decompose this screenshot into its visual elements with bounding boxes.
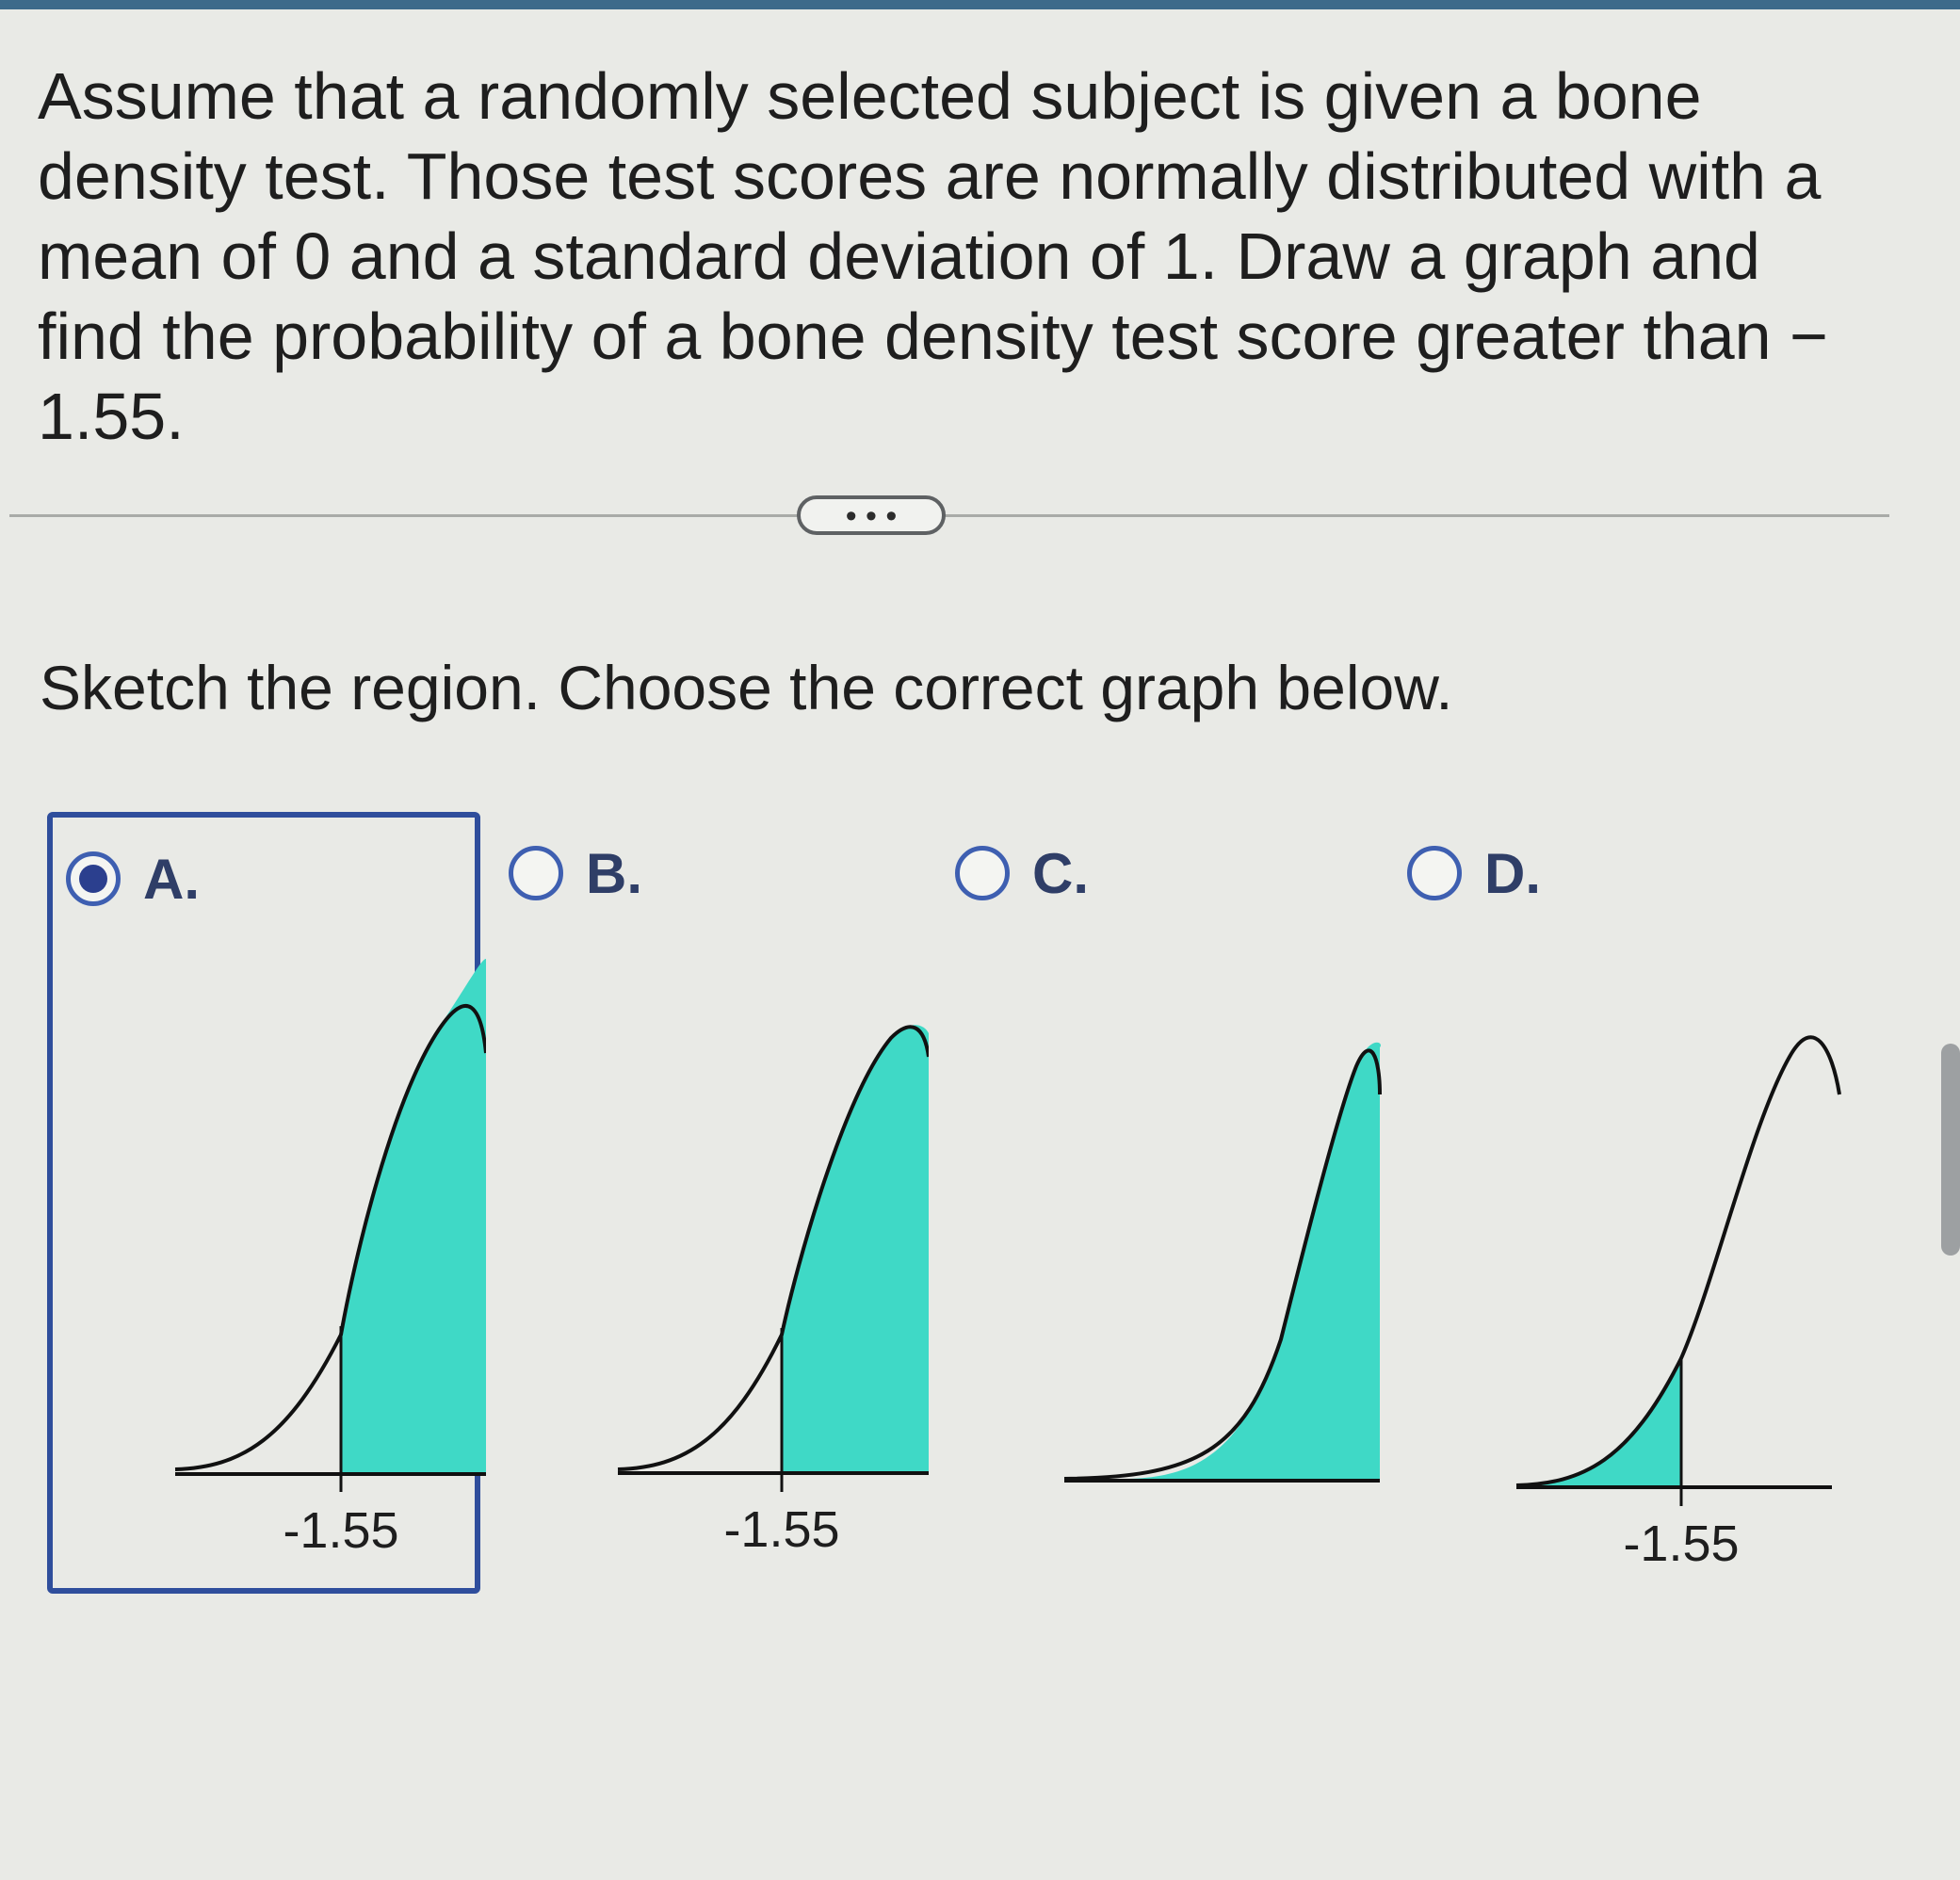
divider [9,514,1889,517]
graph-a [53,818,486,1599]
question-text: Assume that a randomly selected subject is given a bone density test. Those test scores are normally distributed with a mean of 0 and a standard deviation of 1. Draw a graph and find the probability of a bone density test score greater than − 1.55. [38,59,1828,453]
graph-d [1394,812,1846,1594]
graph-b [495,812,929,1594]
option-c-letter: C. [1032,841,1089,905]
option-a[interactable] [47,812,480,1594]
graph-d-shaded-region [1516,1358,1681,1487]
graph-c [942,812,1385,1594]
graph-d-tick-label: -1.55 [1623,1515,1740,1572]
option-b[interactable] [495,812,929,1594]
option-b-letter: B. [586,841,642,905]
instruction-text: Sketch the region. Choose the correct graph below. [40,653,1453,722]
option-a-letter: A. [143,847,200,911]
graph-a-shaded-region [341,959,486,1474]
graph-a-tick-label: -1.55 [283,1502,399,1559]
scrollbar[interactable] [1941,1044,1960,1256]
option-d-letter: D. [1484,841,1541,905]
more-button[interactable]: • • • [797,495,946,535]
graph-b-tick-label: -1.55 [723,1501,840,1558]
option-d[interactable] [1394,812,1827,1594]
option-c[interactable] [942,812,1375,1594]
top-bar [0,0,1960,9]
